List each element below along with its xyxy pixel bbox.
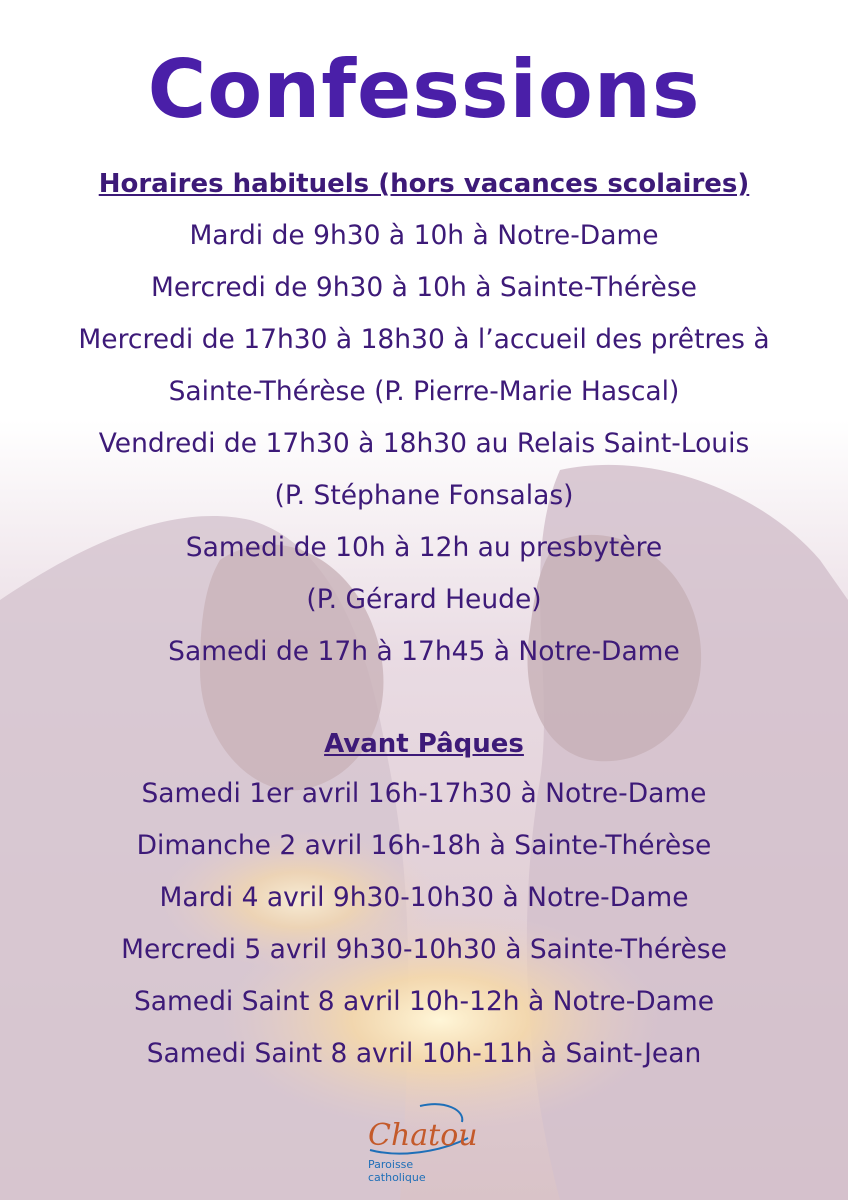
- easter-line: Samedi Saint 8 avril 10h-12h à Notre-Dame: [133, 986, 715, 1017]
- schedule-line: (P. Gérard Heude): [306, 584, 542, 615]
- poster-title: Confessions: [147, 43, 701, 136]
- schedule-line: Mardi de 9h30 à 10h à Notre-Dame: [189, 220, 659, 251]
- schedule-line: Samedi de 17h à 17h45 à Notre-Dame: [168, 636, 680, 667]
- easter-line: Dimanche 2 avril 16h-18h à Sainte-Thérèse: [136, 830, 712, 861]
- schedule-line: Samedi de 10h à 12h au presbytère: [185, 532, 663, 563]
- parish-logo: [350, 1100, 480, 1192]
- easter-line: Mardi 4 avril 9h30-10h30 à Notre-Dame: [159, 882, 689, 913]
- schedule-line: Vendredi de 17h30 à 18h30 au Relais Saint-Louis: [98, 428, 750, 459]
- easter-line: Mercredi 5 avril 9h30-10h30 à Sainte-Thérèse: [121, 934, 727, 965]
- easter-heading: Avant Pâques: [324, 729, 524, 759]
- logo-subtitle-line: catholique: [368, 1171, 426, 1184]
- logo-subtitle-line: Paroisse: [368, 1158, 414, 1171]
- easter-line: Samedi 1er avril 16h-17h30 à Notre-Dame: [141, 778, 707, 809]
- schedule-line: Mercredi de 17h30 à 18h30 à l’accueil des prêtres à: [78, 324, 770, 355]
- schedule-line: Sainte-Thérèse (P. Pierre-Marie Hascal): [168, 376, 680, 407]
- schedule-line: Mercredi de 9h30 à 10h à Sainte-Thérèse: [151, 272, 697, 303]
- easter-line: Samedi Saint 8 avril 10h-11h à Saint-Jean: [146, 1038, 702, 1069]
- schedule-line: (P. Stéphane Fonsalas): [274, 480, 574, 511]
- regular-hours-heading: Horaires habituels (hors vacances scolaires): [98, 169, 750, 199]
- logo-subtitle: [368, 1158, 426, 1184]
- logo-wordmark: Chatou: [368, 1118, 478, 1153]
